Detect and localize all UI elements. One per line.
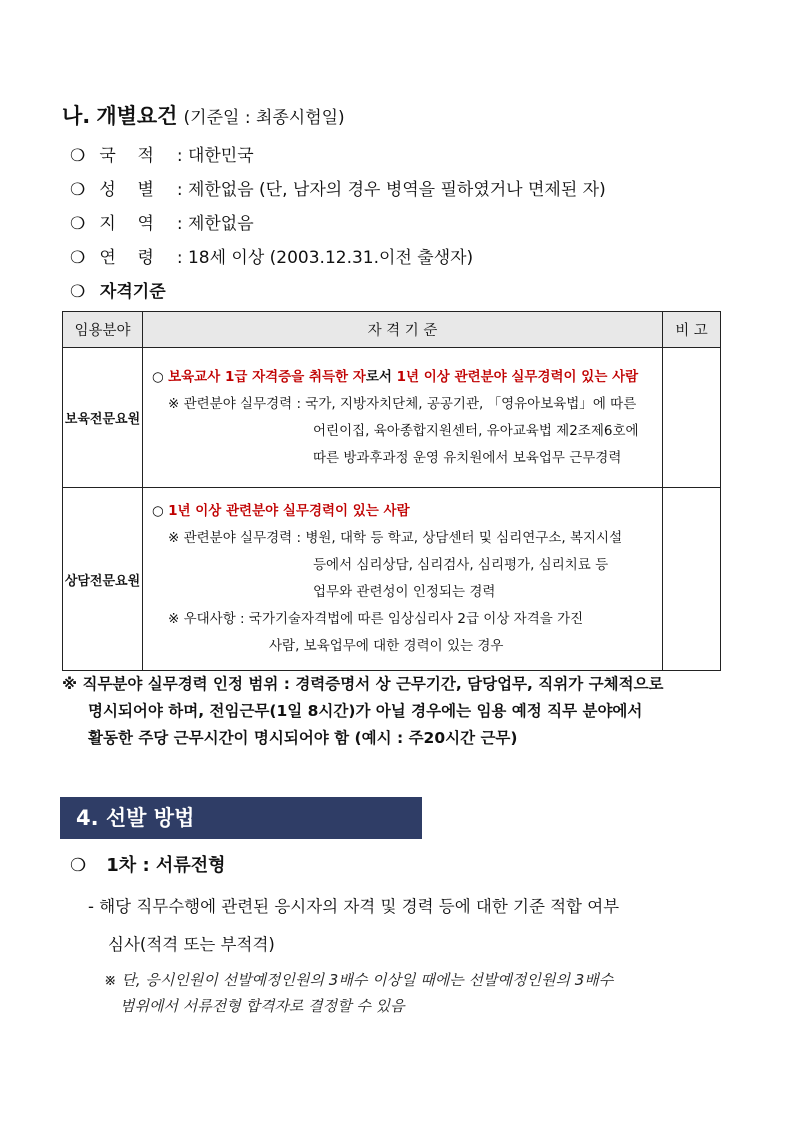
section-subtitle: (기준일 : 최종시험일) [183,108,345,128]
criteria-sub-line: 따른 방과후과정 운영 유치원에서 보육업무 근무경력 [313,449,622,466]
criteria-sub-line: ※ 우대사항 : 국가기술자격법에 따른 임상심리사 2급 이상 자격을 가진 [168,611,584,627]
qualification-heading [70,277,166,302]
table-header-criteria: 자 격 기 준 [143,312,663,348]
table-header-row [63,312,721,348]
footnote-line: ※ 직무분야 실무경력 인정 범위 : 경력증명서 상 근무기간, 담당업무, 직위가 구체적으로 [62,675,664,693]
step-1-label: 1차 : 서류전형 [106,855,226,876]
circle-bullet-icon: ○ [152,368,164,385]
criteria-sub-line: 어린이집, 육아종합지원센터, 유아교육법 제2조제6호에 [313,422,639,439]
requirement-label: 지 역 [99,214,154,234]
criteria-connector: 로서 [365,368,397,385]
requirement-label: 연 령 [99,248,154,268]
criteria-main-line [144,364,661,391]
requirement-label: 성 별 [99,180,154,200]
qualification-heading-label: 자격기준 [99,282,166,302]
step-1-description: 심사(적격 또는 부적격) [108,935,275,954]
section-heading-na [62,100,345,130]
bullet-icon: ❍ [70,214,86,234]
footnote-line: 명시되어야 하며, 전임근무(1일 8시간)가 아닐 경우에는 임용 예정 직무 분야에서 [88,702,643,720]
criteria-sub-line: ※ 관련분야 실무경력 : 국가, 지방자치단체, 공공기관, 「영유아보육법」에 따른 [168,395,637,412]
criteria-main-line [144,498,661,525]
section-marker: 나. [62,104,91,128]
requirement-value: : 18세 이상 (2003.12.31.이전 출생자) [176,248,474,268]
table-header-field: 임용분야 [63,312,143,348]
criteria-sub-line: 등에서 심리상담, 심리검사, 심리평가, 심리치료 등 [313,557,609,573]
step-1-memo: 범위에서 서류전형 합격자로 결정할 수 있음 [120,997,405,1015]
criteria-sub-line: ※ 관련분야 실무경력 : 병원, 대학 등 학교, 상담센터 및 심리연구소, 복지시설 [168,530,623,546]
step-1-memo: ※ 단, 응시인원이 선발예정인원의 3배수 이상일 때에는 선발예정인원의 3배수 [104,971,614,989]
requirement-value: : 제한없음 (단, 남자의 경우 병역을 필하였거나 면제된 자) [176,180,606,200]
requirement-value: : 대한민국 [176,146,254,166]
requirement-nationality [70,141,254,166]
field-cell: 보육전문요원 [63,348,143,488]
circle-bullet-icon: ○ [152,503,164,519]
criteria-cell [143,488,663,671]
criteria-cell [143,348,663,488]
step-1-heading [70,851,225,877]
note-cell [663,348,721,488]
note-cell [663,488,721,671]
section-title: 개별요건 [96,104,178,128]
criteria-highlight: 1년 이상 관련분야 실무경력이 있는 사람 [396,368,639,385]
table-header-note: 비 고 [663,312,721,348]
qualification-table [62,311,721,671]
requirement-region [70,209,254,234]
bullet-icon: ❍ [70,180,86,200]
field-cell: 상담전문요원 [63,488,143,671]
requirement-age [70,243,473,268]
section-4-title: 4. 선발 방법 [60,797,422,839]
requirement-label: 국 적 [99,146,154,166]
criteria-sub-line: 사람, 보육업무에 대한 경력이 있는 경우 [269,638,504,654]
bullet-icon: ❍ [70,248,86,268]
footnote-line: 활동한 주당 근무시간이 명시되어야 함 (예시 : 주20시간 근무) [88,729,518,747]
table-row [63,488,721,671]
bullet-icon: ❍ [70,282,86,302]
criteria-highlight: 보육교사 1급 자격증을 취득한 자 [168,368,366,385]
bullet-icon: ❍ [70,146,86,166]
step-1-description: - 해당 직무수행에 관련된 응시자의 자격 및 경력 등에 대한 기준 적합 여부 [88,897,620,916]
requirement-value: : 제한없음 [176,214,254,234]
criteria-highlight: 1년 이상 관련분야 실무경력이 있는 사람 [168,503,410,519]
criteria-sub-line: 업무와 관련성이 인정되는 경력 [313,584,496,600]
requirement-gender [70,175,606,200]
bullet-icon: ❍ [70,855,87,876]
table-row [63,348,721,488]
